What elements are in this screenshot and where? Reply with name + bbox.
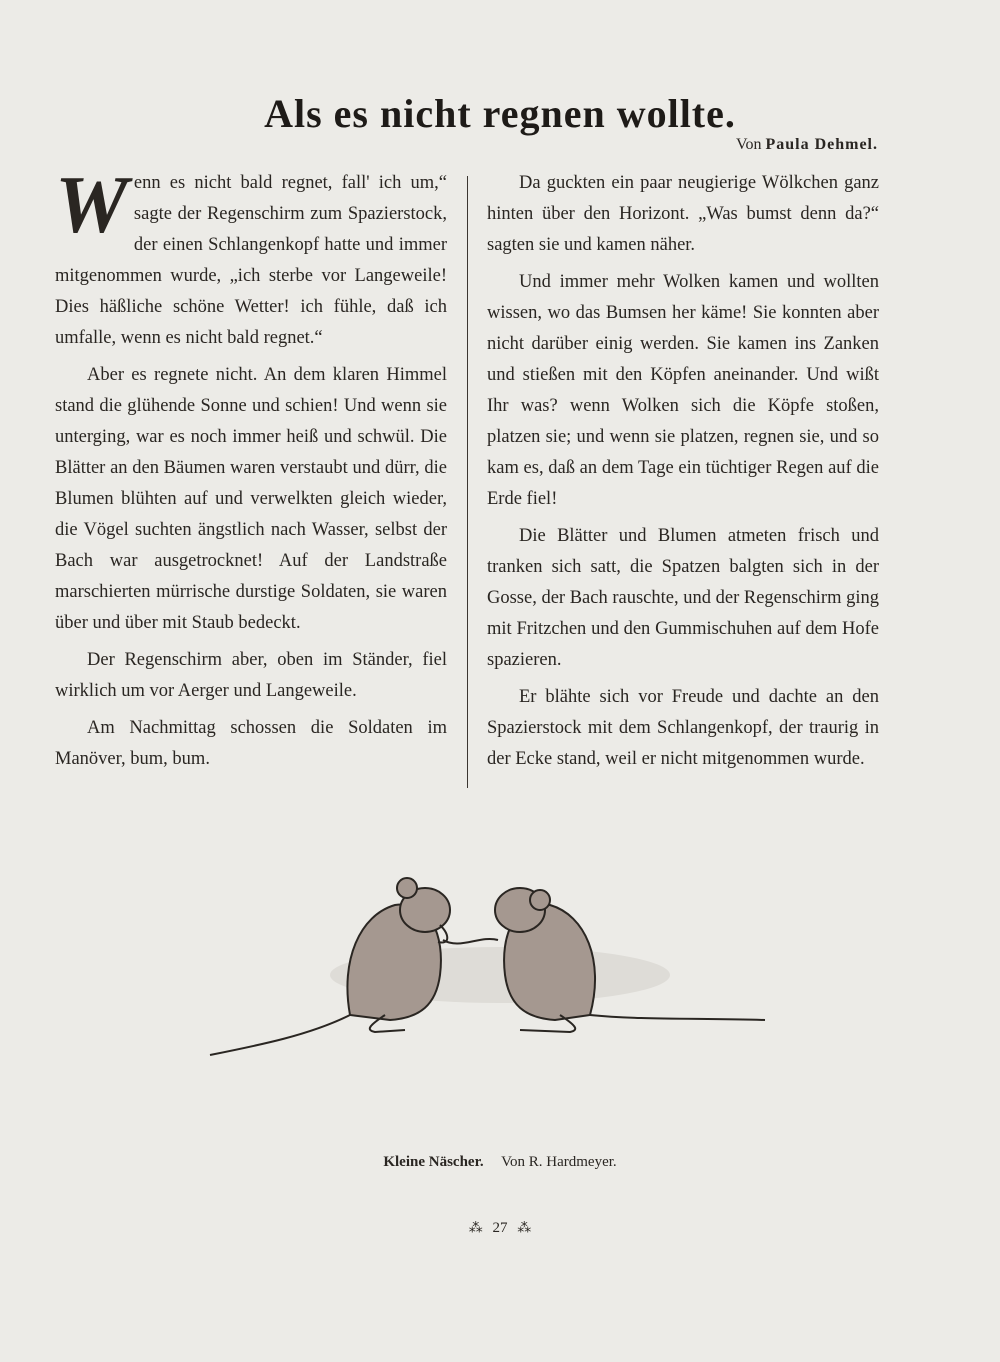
byline-author: Paula Dehmel. [765, 136, 878, 153]
left-column [55, 159, 447, 781]
drop-cap: W [55, 159, 128, 250]
paragraph: Der Regenschirm aber, oben im Ständer, fiel wirklich um vor Aerger und Langeweile. [55, 650, 447, 701]
paragraph: Am Nachmittag schossen die Soldaten im Manöver, bum, bum. [55, 718, 447, 769]
right-column [487, 168, 879, 781]
noodle [443, 939, 498, 944]
caption-credit: Von R. Hardmeyer. [501, 1154, 617, 1170]
article-title: Als es nicht regnen wollte. [264, 91, 736, 136]
paragraph: Aber es regnete nicht. An dem klaren Himmel stand die glühende Sonne und schien! Und wenn sie unterging, war es noch immer heiß und schwül. Die Blätter an den Bäumen waren verstaubt und dürr, die Blumen blühten auf und verwelkten gleich wieder, die Vögel suchten ängstlich nach Wasser, selbst der Bach war ausgetrocknet! Auf der Landstraße marschierten mürrische durstige Soldaten, sie waren über und über mit Staub bedeckt. [55, 365, 447, 633]
left-mouse [210, 878, 450, 1055]
paragraph: Wenn es nicht bald regnet, fall' ich um,“ sagte der Regenschirm zum Spazierstock, der einen Schlangenkopf hatte und immer mitgenommen wurde, „ich sterbe vor Langeweile! Dies häßliche schöne Wetter! ich fühle, daß ich umfalle, wenn es nicht bald regnet.“ [55, 159, 447, 348]
byline [736, 136, 878, 154]
byline-prefix: Von [735, 136, 762, 153]
paragraph: Da guckten ein paar neugierige Wölkchen ganz hinten über den Horizont. „Was bumst denn da?“ sagten sie und kamen näher. [487, 173, 879, 255]
caption-title: Kleine Näscher. [383, 1154, 484, 1170]
column-divider [467, 176, 468, 788]
ornament-left-icon: ⁂ [468, 1221, 483, 1236]
paragraph: Er blähte sich vor Freude und dachte an den Spazierstock mit dem Schlangenkopf, der traurig in der Ecke stand, weil er nicht mitgenommen wurde. [487, 687, 879, 769]
page-number: 27 [492, 1220, 508, 1236]
paragraph: Die Blätter und Blumen atmeten frisch und tranken sich satt, die Spatzen balgten sich in der Gosse, der Bach rauschte, und der Regenschirm ging mit Fritzchen und den Gummischuhen auf dem Hofe spazieren. [487, 526, 879, 670]
page-number-block [0, 1220, 1000, 1237]
mice-illustration [200, 840, 780, 1080]
ornament-right-icon: ⁂ [517, 1221, 532, 1236]
paragraph: Und immer mehr Wolken kamen und wollten wissen, wo das Bumsen her käme! Sie konnten aber nicht darüber einig werden. Sie kamen ins Zanken und stießen mit den Köpfen aneinander. Und wißt Ihr was? wenn Wolken sich die Köpfe stoßen, platzen sie; und wenn sie platzen, regnen sie, und so kam es, daß an dem Tage ein tüchtiger Regen auf die Erde fiel! [487, 272, 879, 509]
figure-caption [0, 1154, 1000, 1171]
